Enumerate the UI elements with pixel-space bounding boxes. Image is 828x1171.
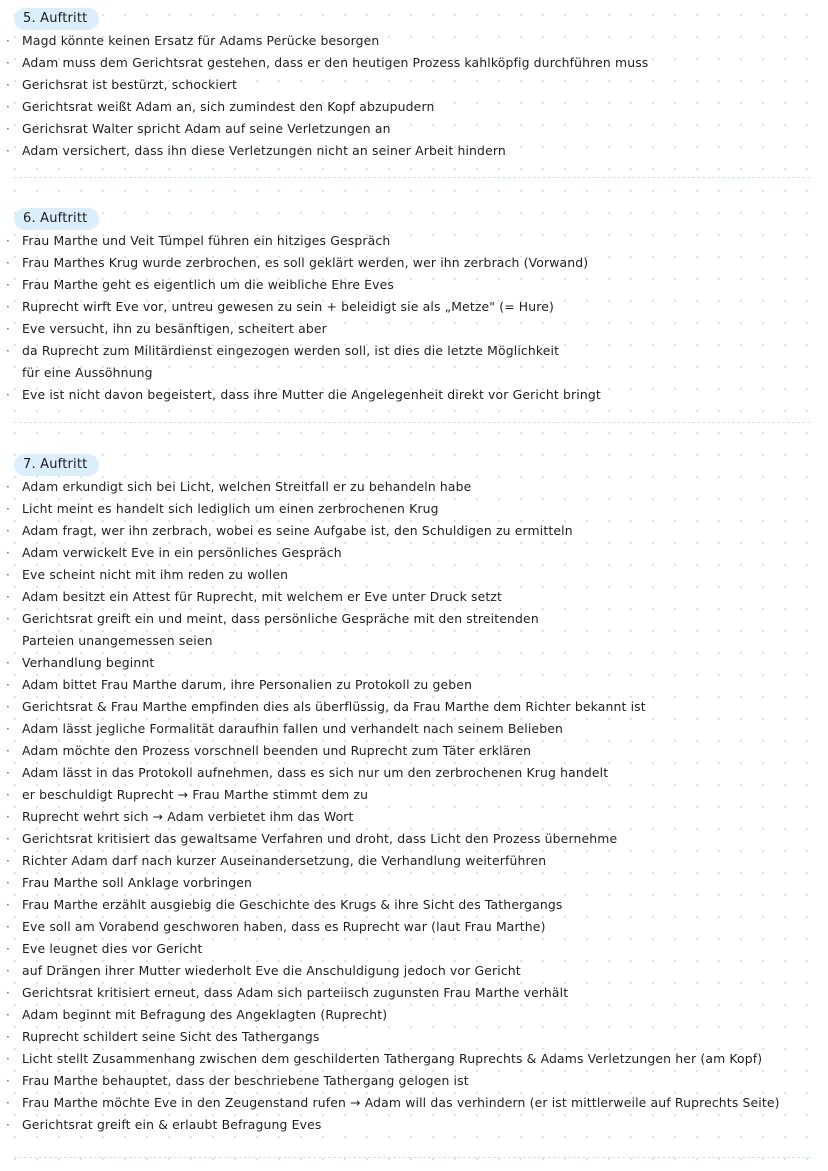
bullet-dot-icon: ·	[6, 656, 10, 670]
note-item	[0, 982, 828, 1004]
bullet-dot-icon: ·	[6, 388, 10, 402]
note-item	[0, 118, 828, 140]
section-heading: 5. Auftritt	[14, 8, 99, 30]
note-item	[0, 296, 828, 318]
note-item	[0, 476, 828, 498]
note-text: Parteien unangemessen seien	[22, 633, 213, 648]
bullet-dot-icon: ·	[6, 1096, 10, 1110]
note-text: Frau Marthe behauptet, dass der beschriebene Tathergang gelogen ist	[22, 1073, 469, 1088]
note-text: Gerichtsrat weißt Adam an, sich zumindest den Kopf abzupudern	[22, 99, 435, 114]
note-item	[0, 318, 828, 340]
note-text: Gerichtsrat & Frau Marthe empfinden dies als überflüssig, da Frau Marthe dem Richter bekannt ist	[22, 699, 646, 714]
note-text: Ruprecht schildert seine Sicht des Tathergangs	[22, 1029, 320, 1044]
section-7-auftritt	[0, 452, 828, 1136]
bullet-dot-icon: ·	[6, 256, 10, 270]
note-list	[0, 30, 828, 162]
note-text: Adam beginnt mit Befragung des Angeklagten (Ruprecht)	[22, 1007, 388, 1022]
note-text: Gerichsrat ist bestürzt, schockiert	[22, 77, 238, 92]
note-item	[0, 1048, 828, 1070]
note-item	[0, 74, 828, 96]
bullet-dot-icon: ·	[6, 810, 10, 824]
note-text: Adam erkundigt sich bei Licht, welchen Streitfall er zu behandeln habe	[22, 479, 472, 494]
section-divider	[14, 1157, 810, 1158]
note-text: Gerichtsrat kritisiert das gewaltsame Verfahren und droht, dass Licht den Prozess übernehme	[22, 831, 618, 846]
bullet-dot-icon: ·	[6, 590, 10, 604]
bullet-dot-icon: ·	[6, 122, 10, 136]
note-item	[0, 718, 828, 740]
note-item	[0, 52, 828, 74]
bullet-dot-icon: ·	[6, 278, 10, 292]
bullet-dot-icon: ·	[6, 898, 10, 912]
bullet-dot-icon: ·	[6, 56, 10, 70]
note-item	[0, 252, 828, 274]
note-text: für eine Aussöhnung	[22, 365, 153, 380]
bullet-dot-icon: ·	[6, 854, 10, 868]
note-item-continuation	[0, 630, 828, 652]
note-item	[0, 916, 828, 938]
note-text: Adam verwickelt Eve in ein persönliches Gespräch	[22, 545, 342, 560]
note-item	[0, 938, 828, 960]
bullet-dot-icon: ·	[6, 876, 10, 890]
note-text: er beschuldigt Ruprecht → Frau Marthe stimmt dem zu	[22, 787, 369, 802]
note-item	[0, 894, 828, 916]
note-text: Adam fragt, wer ihn zerbrach, wobei es seine Aufgabe ist, den Schuldigen zu ermitteln	[22, 523, 573, 538]
bullet-dot-icon: ·	[6, 78, 10, 92]
bullet-dot-icon: ·	[6, 34, 10, 48]
note-text: Adam bittet Frau Marthe darum, ihre Personalien zu Protokoll zu geben	[22, 677, 473, 692]
section-divider	[14, 422, 810, 423]
note-text: Adam lässt in das Protokoll aufnehmen, dass es sich nur um den zerbrochenen Krug handelt	[22, 765, 609, 780]
bullet-dot-icon: ·	[6, 322, 10, 336]
note-text: Eve leugnet dies vor Gericht	[22, 941, 203, 956]
note-item	[0, 230, 828, 252]
bullet-dot-icon: ·	[6, 744, 10, 758]
bullet-dot-icon: ·	[6, 788, 10, 802]
note-item	[0, 608, 828, 630]
note-text: Frau Marthe und Veit Tümpel führen ein hitziges Gespräch	[22, 233, 391, 248]
note-text: Frau Marthe möchte Eve in den Zeugenstand rufen → Adam will das verhindern (er ist mittlerweile auf Ruprechts Seite)	[22, 1095, 780, 1110]
note-item	[0, 828, 828, 850]
bullet-dot-icon: ·	[6, 1118, 10, 1132]
note-text: Adam lässt jegliche Formalität daraufhin fallen und verhandelt nach seinem Belieben	[22, 721, 563, 736]
note-item	[0, 498, 828, 520]
note-text: Richter Adam darf nach kurzer Auseinandersetzung, die Verhandlung weiterführen	[22, 853, 547, 868]
bullet-dot-icon: ·	[6, 144, 10, 158]
note-text: Eve ist nicht davon begeistert, dass ihre Mutter die Angelegenheit direkt vor Gericht bringt	[22, 387, 601, 402]
note-text: Eve versucht, ihn zu besänftigen, scheitert aber	[22, 321, 327, 336]
note-text: Eve soll am Vorabend geschworen haben, dass es Ruprecht war (laut Frau Marthe)	[22, 919, 546, 934]
note-text: Adam muss dem Gerichtsrat gestehen, dass er den heutigen Prozess kahlköpfig durchführen muss	[22, 55, 649, 70]
note-item	[0, 564, 828, 586]
bullet-dot-icon: ·	[6, 524, 10, 538]
note-text: Gerichsrat Walter spricht Adam auf seine Verletzungen an	[22, 121, 391, 136]
note-text: Frau Marthes Krug wurde zerbrochen, es soll geklärt werden, wer ihn zerbrach (Vorwand)	[22, 255, 589, 270]
note-list	[0, 230, 828, 406]
note-text: Gerichtsrat greift ein & erlaubt Befragung Eves	[22, 1117, 322, 1132]
note-item	[0, 1004, 828, 1026]
note-item	[0, 762, 828, 784]
note-item	[0, 140, 828, 162]
bullet-dot-icon: ·	[6, 700, 10, 714]
note-item	[0, 30, 828, 52]
note-text: Frau Marthe geht es eigentlich um die weibliche Ehre Eves	[22, 277, 395, 292]
note-text: Gerichtsrat greift ein und meint, dass persönliche Gespräche mit den streitenden	[22, 611, 539, 626]
note-text: Magd könnte keinen Ersatz für Adams Perücke besorgen	[22, 33, 380, 48]
bullet-dot-icon: ·	[6, 920, 10, 934]
note-text: Ruprecht wirft Eve vor, untreu gewesen zu sein + beleidigt sie als „Metze" (= Hure)	[22, 299, 555, 314]
bullet-dot-icon: ·	[6, 722, 10, 736]
note-item	[0, 652, 828, 674]
bullet-dot-icon: ·	[6, 986, 10, 1000]
bullet-dot-icon: ·	[6, 234, 10, 248]
note-item	[0, 850, 828, 872]
note-item	[0, 784, 828, 806]
note-text: da Ruprecht zum Militärdienst eingezogen werden soll, ist dies die letzte Möglichkeit	[22, 343, 560, 358]
note-item	[0, 1070, 828, 1092]
note-item	[0, 1114, 828, 1136]
bullet-dot-icon: ·	[6, 612, 10, 626]
bullet-dot-icon: ·	[6, 678, 10, 692]
note-item	[0, 96, 828, 118]
note-item	[0, 806, 828, 828]
note-item-continuation	[0, 362, 828, 384]
note-item	[0, 586, 828, 608]
bullet-dot-icon: ·	[6, 1074, 10, 1088]
note-item	[0, 1092, 828, 1114]
note-item	[0, 384, 828, 406]
bullet-dot-icon: ·	[6, 480, 10, 494]
note-text: Licht stellt Zusammenhang zwischen dem geschilderten Tathergang Ruprechts & Adams Verletzungen her (am Kopf)	[22, 1051, 763, 1066]
note-text: Gerichtsrat kritisiert erneut, dass Adam sich parteiisch zugunsten Frau Marthe verhält	[22, 985, 569, 1000]
note-item	[0, 740, 828, 762]
bullet-dot-icon: ·	[6, 942, 10, 956]
note-item	[0, 340, 828, 362]
note-text: auf Drängen ihrer Mutter wiederholt Eve die Anschuldigung jedoch vor Gericht	[22, 963, 521, 978]
note-text: Verhandlung beginnt	[22, 655, 155, 670]
note-item	[0, 696, 828, 718]
section-5-auftritt	[0, 6, 828, 162]
section-heading: 7. Auftritt	[14, 454, 99, 476]
note-text: Frau Marthe soll Anklage vorbringen	[22, 875, 253, 890]
bullet-dot-icon: ·	[6, 1030, 10, 1044]
bullet-dot-icon: ·	[6, 964, 10, 978]
bullet-dot-icon: ·	[6, 300, 10, 314]
note-text: Eve scheint nicht mit ihm reden zu wollen	[22, 567, 289, 582]
bullet-dot-icon: ·	[6, 766, 10, 780]
note-text: Ruprecht wehrt sich → Adam verbietet ihm das Wort	[22, 809, 354, 824]
section-heading: 6. Auftritt	[14, 208, 99, 230]
note-item	[0, 520, 828, 542]
note-item	[0, 674, 828, 696]
note-item	[0, 872, 828, 894]
note-text: Licht meint es handelt sich lediglich um einen zerbrochenen Krug	[22, 501, 439, 516]
section-divider	[14, 177, 810, 178]
bullet-dot-icon: ·	[6, 1052, 10, 1066]
bullet-dot-icon: ·	[6, 100, 10, 114]
bullet-dot-icon: ·	[6, 546, 10, 560]
note-text: Adam möchte den Prozess vorschnell beenden und Ruprecht zum Täter erklären	[22, 743, 532, 758]
note-text: Adam versichert, dass ihn diese Verletzungen nicht an seiner Arbeit hindern	[22, 143, 506, 158]
bullet-dot-icon: ·	[6, 344, 10, 358]
section-6-auftritt	[0, 206, 828, 406]
bullet-dot-icon: ·	[6, 568, 10, 582]
bullet-dot-icon: ·	[6, 502, 10, 516]
note-text: Frau Marthe erzählt ausgiebig die Geschichte des Krugs & ihre Sicht des Tathergangs	[22, 897, 563, 912]
note-item	[0, 1026, 828, 1048]
bullet-dot-icon: ·	[6, 1008, 10, 1022]
note-text: Adam besitzt ein Attest für Ruprecht, mit welchem er Eve unter Druck setzt	[22, 589, 503, 604]
note-item	[0, 542, 828, 564]
note-item	[0, 960, 828, 982]
note-item	[0, 274, 828, 296]
bullet-dot-icon: ·	[6, 832, 10, 846]
note-list	[0, 476, 828, 1136]
